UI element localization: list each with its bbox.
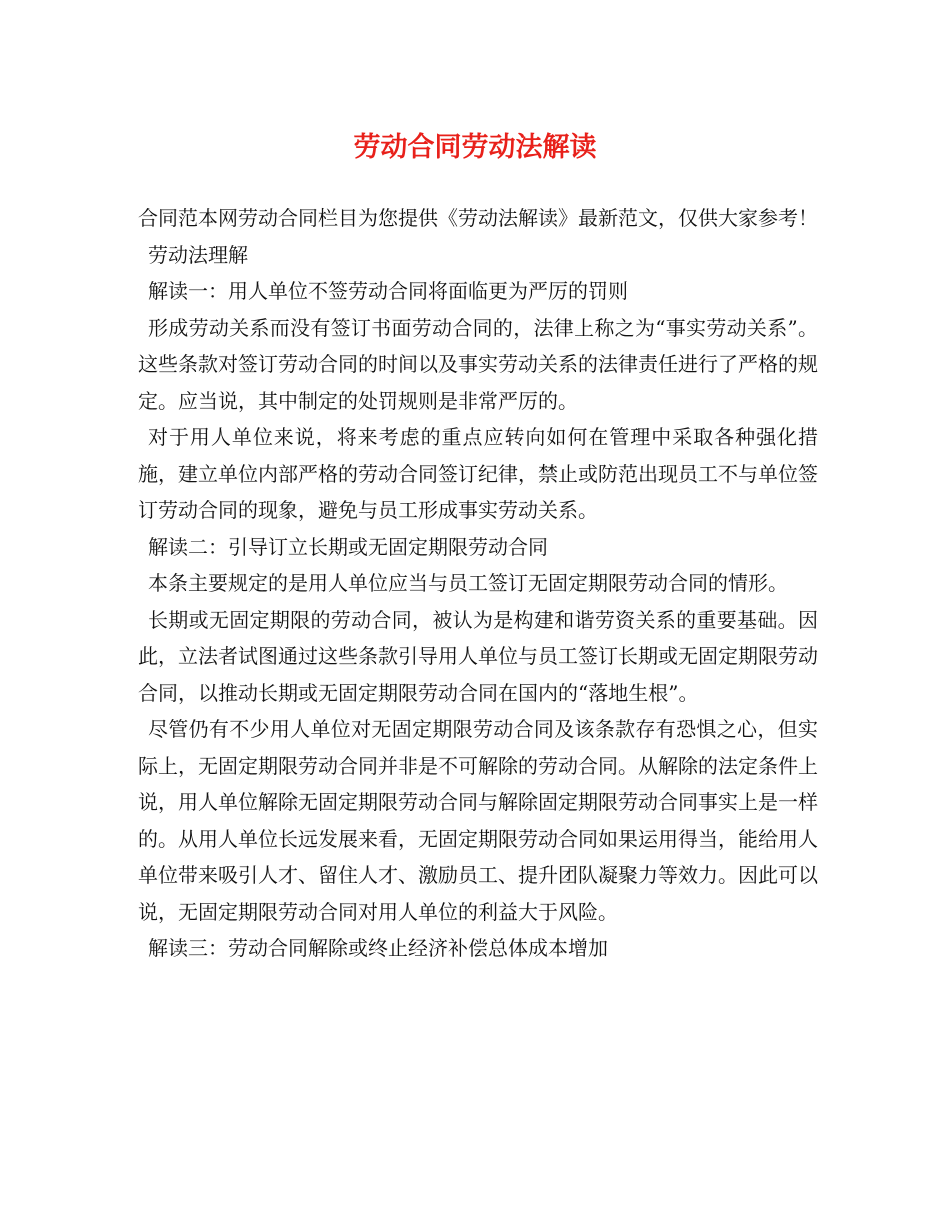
paragraph: 尽管仍有不少用人单位对无固定期限劳动合同及该条款存有恐惧之心，但实际上，无固定期限劳动合同并非是不可解除的劳动合同。从解除的法定条件上说，用人单位解除无固定期限劳动合同与解除固定期限劳动合同事实上是一样的。从用人单位长远发展来看，无固定期限劳动合同如果运用得当，能给用人单位带来吸引人才、留住人才、激励员工、提升团队凝聚力等效力。因此可以说，无固定期限劳动合同对用人单位的利益大于风险。 [138, 717, 818, 924]
document-title: 劳动合同劳动法解读 [353, 132, 597, 163]
document-body [138, 200, 818, 967]
section-heading-interpretation-3: 解读三：劳动合同解除或终止经济补偿总体成本增加 [148, 936, 608, 960]
section-heading-interpretation-2: 解读二：引导订立长期或无固定期限劳动合同 [148, 534, 548, 559]
paragraph-intro: 合同范本网劳动合同栏目为您提供《劳动法解读》最新范文，仅供大家参考！ [138, 206, 818, 230]
paragraph: 本条主要规定的是用人单位应当与员工签订无固定期限劳动合同的情形。 [148, 571, 788, 595]
paragraph: 对于用人单位来说，将来考虑的重点应转向如何在管理中采取各种强化措施，建立单位内部严格的劳动合同签订纪律，禁止或防范出现员工不与单位签订劳动合同的现象，避免与员工形成事实劳动关系。 [138, 425, 818, 522]
section-heading-interpretation-1: 解读一：用人单位不签劳动合同将面临更为严厉的罚则 [148, 279, 628, 303]
paragraph: 形成劳动关系而没有签订书面劳动合同的，法律上称之为“事实劳动关系”。这些条款对签订劳动合同的时间以及事实劳动关系的法律责任进行了严格的规定。应当说，其中制定的处罚规则是非常严厉的。 [138, 315, 818, 413]
paragraph: 长期或无固定期限的劳动合同，被认为是构建和谐劳资关系的重要基础。因此，立法者试图通过这些条款引导用人单位与员工签订长期或无固定期限劳动合同，以推动长期或无固定期限劳动合同在国内的“落地生根”。 [138, 607, 818, 705]
section-heading-understanding: 劳动法理解 [148, 242, 248, 267]
